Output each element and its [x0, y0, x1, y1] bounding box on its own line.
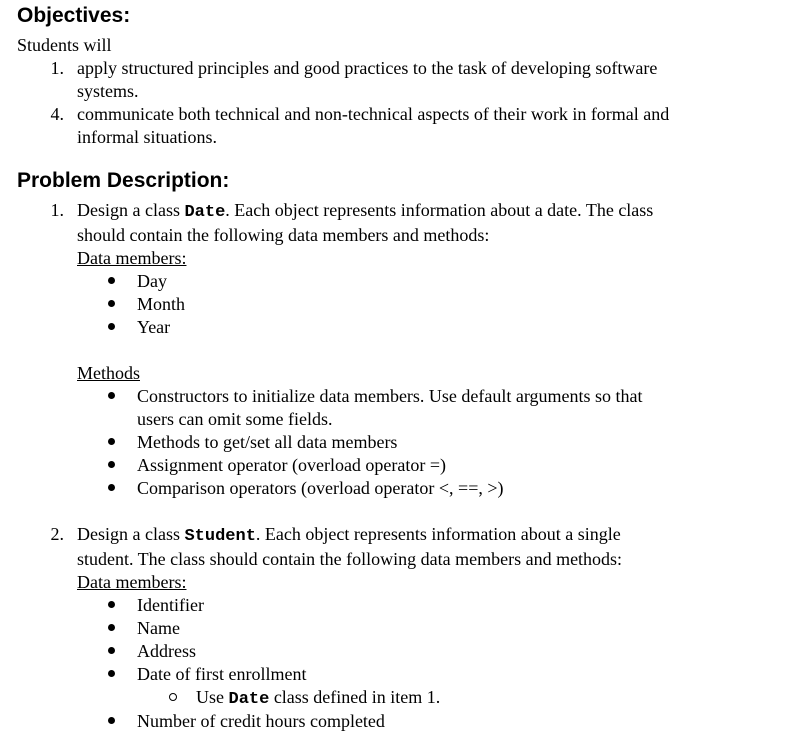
- text-segment: Design a class: [77, 200, 185, 220]
- bullet-icon: [108, 717, 115, 724]
- problem-item-text: [77, 523, 621, 548]
- list-item: Comparison operators (overload operator <, ==, >): [137, 478, 504, 498]
- sub-list-item: [196, 686, 440, 711]
- class-name-code: Date: [228, 690, 270, 709]
- text-segment: . Each object represents information about a single: [255, 524, 621, 544]
- bullet-icon: [108, 323, 115, 330]
- bullet-icon: [108, 461, 115, 468]
- objectives-intro: Students will: [17, 35, 112, 55]
- list-item: Constructors to initialize data members. Use default arguments so that: [137, 386, 643, 406]
- list-item: Date of first enrollment: [137, 664, 307, 684]
- bullet-icon: [108, 670, 115, 677]
- objective-number: 1.: [50, 58, 64, 78]
- problem-item-number: 2.: [50, 524, 64, 544]
- problem-item-text: [77, 199, 653, 224]
- problem-item-text-cont: should contain the following data members and methods:: [77, 225, 490, 245]
- objective-text: communicate both technical and non-technical aspects of their work in formal and: [77, 104, 670, 124]
- class-name-code: Student: [184, 527, 256, 546]
- bullet-icon: [108, 277, 115, 284]
- text-segment: . Each object represents information about a date. The class: [225, 200, 654, 220]
- problem-heading: Problem Description:: [17, 169, 230, 192]
- bullet-icon: [108, 484, 115, 491]
- methods-label: Methods: [77, 363, 140, 383]
- objective-number: 4.: [50, 104, 64, 124]
- objectives-heading: Objectives:: [17, 4, 131, 27]
- objective-text-cont: informal situations.: [77, 127, 217, 147]
- data-members-label: Data members:: [77, 572, 187, 592]
- list-item-cont: users can omit some fields.: [137, 409, 333, 429]
- list-item: Address: [137, 641, 196, 661]
- bullet-icon: [108, 438, 115, 445]
- list-item: Month: [137, 294, 186, 314]
- list-item: Methods to get/set all data members: [137, 432, 398, 452]
- problem-item-number: 1.: [50, 200, 64, 220]
- bullet-icon: [108, 392, 115, 399]
- list-item: Assignment operator (overload operator =): [137, 455, 447, 475]
- class-name-code: Date: [184, 203, 226, 222]
- data-members-label: Data members:: [77, 248, 187, 268]
- list-item: Name: [137, 618, 180, 638]
- bullet-icon: [108, 624, 115, 631]
- bullet-icon: [108, 647, 115, 654]
- text-segment: Use: [196, 687, 229, 707]
- objective-text-cont: systems.: [77, 81, 139, 101]
- bullet-icon: [108, 300, 115, 307]
- objective-text: apply structured principles and good practices to the task of developing software: [77, 58, 658, 78]
- list-item: Number of credit hours completed: [137, 711, 385, 731]
- problem-item-text-cont: student. The class should contain the following data members and methods:: [77, 549, 623, 569]
- sub-bullet-icon: [169, 693, 177, 701]
- text-segment: class defined in item 1.: [269, 687, 441, 707]
- bullet-icon: [108, 601, 115, 608]
- text-segment: Design a class: [77, 524, 185, 544]
- list-item: Year: [137, 317, 171, 337]
- list-item: Day: [137, 271, 167, 291]
- list-item: Identifier: [137, 595, 204, 615]
